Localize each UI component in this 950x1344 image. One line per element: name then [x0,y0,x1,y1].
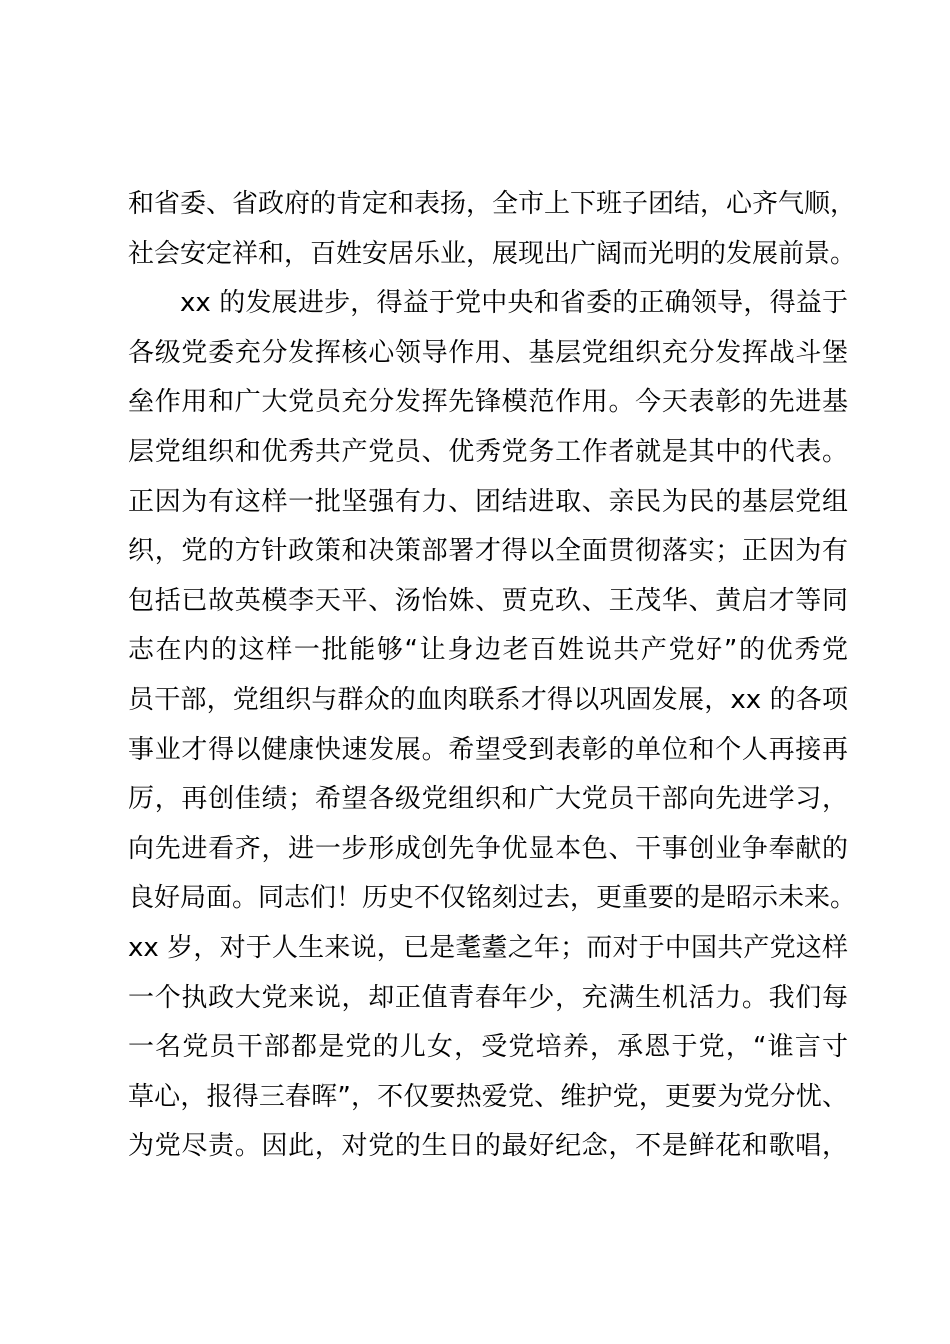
paragraph-first-line: xx 的发展进步，得益于党中央和省委的正确领导，得益于 [180,288,848,319]
text-line: 向先进看齐，进一步形成创先争优显本色、干事创业争奉献的 [128,833,848,864]
text-line: 织，党的方针政策和决策部署才得以全面贯彻落实；正因为有 [128,536,848,567]
text-line: 厉，再创佳绩；希望各级党组织和广大党员干部向先进学习， [128,784,848,815]
body-text [128,180,857,1172]
text-line: 为党尽责。因此，对党的生日的最好纪念，不是鲜花和歌唱， [128,1131,848,1162]
text-line: 一个执政大党来说，却正值青春年少，充满生机活力。我们每 [128,982,848,1013]
text-line: 垒作用和广大党员充分发挥先锋模范作用。今天表彰的先进基 [128,387,848,418]
text-line: 事业才得以健康快速发展。希望受到表彰的单位和个人再接再 [128,734,848,765]
text-line: 良好局面。同志们！历史不仅铭刻过去，更重要的是昭示未来。 [128,883,857,914]
text-line: 志在内的这样一批能够“让身边老百姓说共产党好”的优秀党 [128,635,848,666]
text-line: 各级党委充分发挥核心领导作用、基层党组织充分发挥战斗堡 [128,337,848,368]
text-line: 和省委、省政府的肯定和表扬，全市上下班子团结，心齐气顺， [128,189,857,219]
text-line: 正因为有这样一批坚强有力、团结进取、亲民为民的基层党组 [128,486,848,517]
text-line: 社会安定祥和，百姓安居乐业，展现出广阔而光明的发展前景。 [128,238,857,269]
text-line: 层党组织和优秀共产党员、优秀党务工作者就是其中的代表。 [128,436,848,467]
text-line: xx 岁，对于人生来说，已是耄耋之年；而对于中国共产党这样 [128,932,848,963]
text-line: 草心，报得三春晖”，不仅要热爱党、维护党，更要为党分忧、 [128,1081,848,1112]
text-line: 一名党员干部都是党的儿女，受党培养，承恩于党，“谁言寸 [128,1032,848,1063]
text-line: 包括已故英模李天平、汤怡姝、贾克玖、王茂华、黄启才等同 [128,585,848,616]
text-line: 员干部，党组织与群众的血肉联系才得以巩固发展，xx 的各项 [128,684,848,715]
